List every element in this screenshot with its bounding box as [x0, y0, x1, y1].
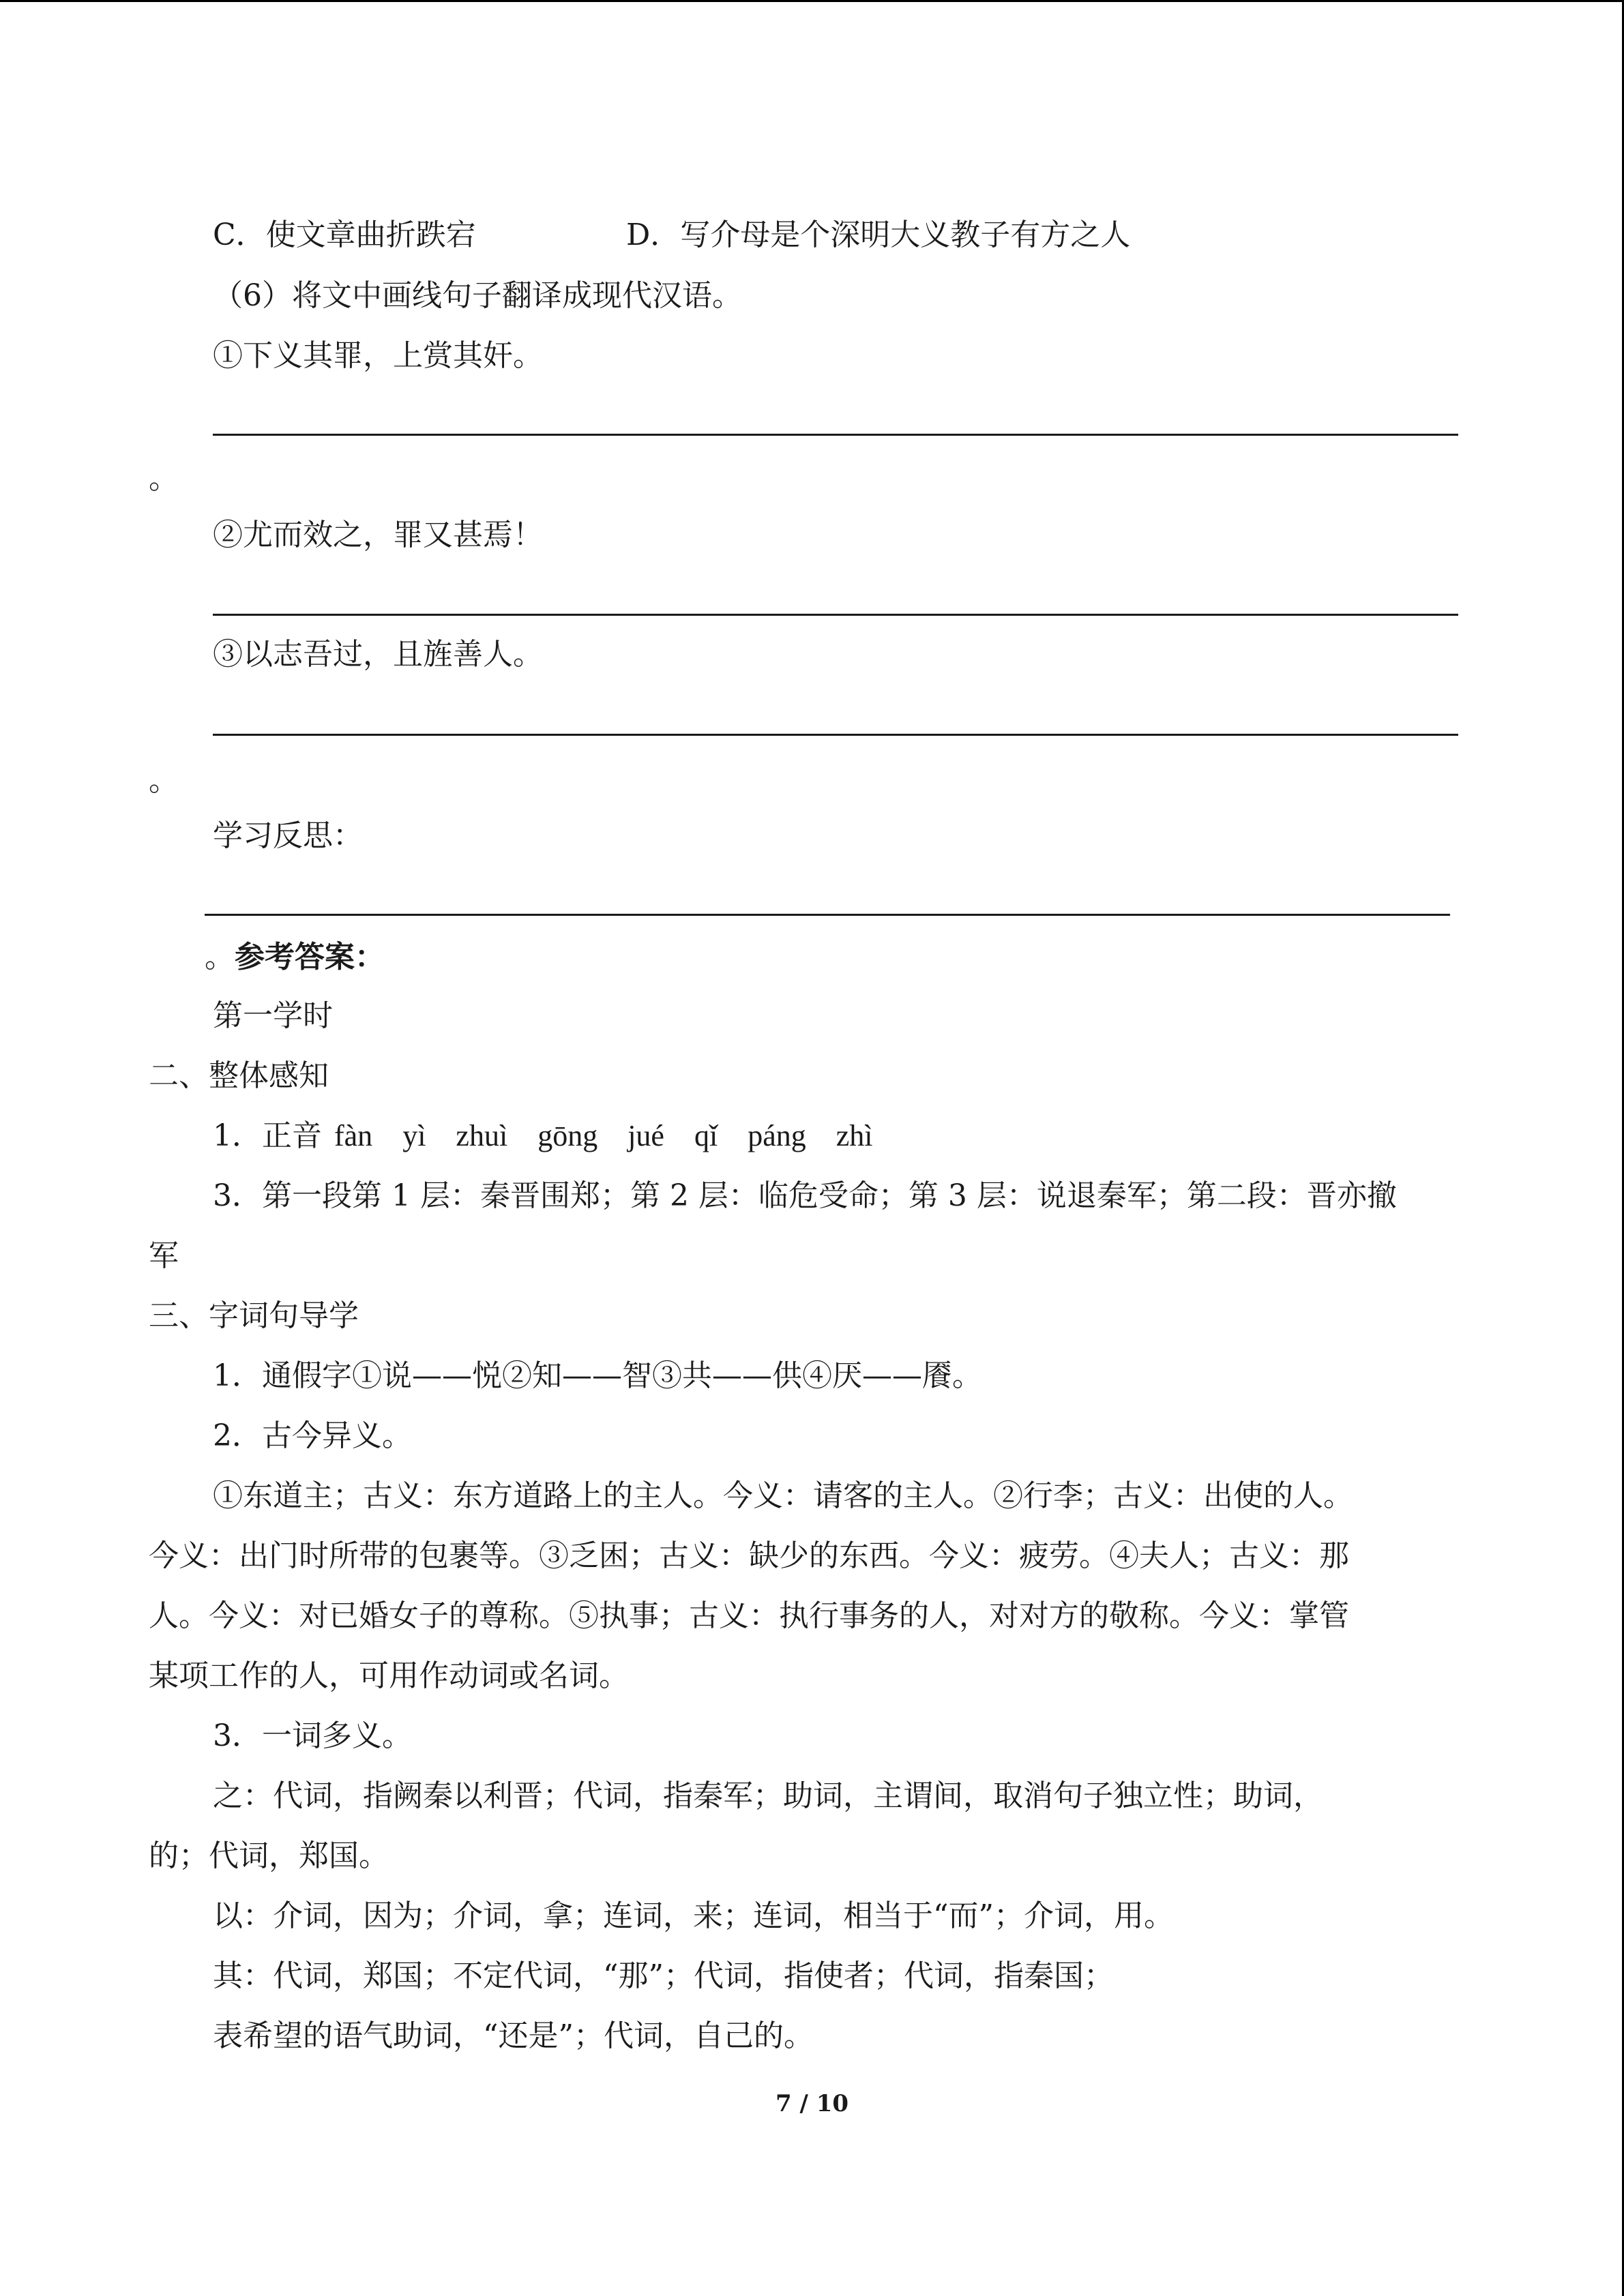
pinyin-item: zhuì	[456, 1119, 508, 1152]
answers-heading-row	[205, 937, 385, 978]
answer-line-1	[213, 434, 1458, 436]
gujin-line2: 今义：出门时所带的包裹等。③乏困；古义：缺少的东西。今义：疲劳。④夫人；古义：那	[149, 1538, 1349, 1573]
pinyin-item: gōng	[537, 1119, 598, 1152]
page-number: 7 / 10	[775, 2090, 849, 2117]
yi-line: 以：介词，因为；介词，拿；连词，来；连词，相当于“而”；介词，用。	[213, 1898, 1174, 1933]
pinyin-item: zhì	[836, 1119, 873, 1152]
zhi-line1: 之：代词，指阙秦以利晋；代词，指秦军；助词，主谓间，取消句子独立性；助词，	[213, 1778, 1323, 1813]
pinyin-item: jué	[628, 1119, 664, 1152]
section-3-title: 三、字词句导学	[149, 1298, 359, 1333]
option-d: D．写介母是个深明大义教子有方之人	[626, 218, 1131, 252]
pinyin-item: páng	[748, 1119, 806, 1152]
first-period-title: 第一学时	[213, 998, 333, 1033]
sentence-3: ③以志吾过，且旌善人。	[213, 637, 543, 672]
gujin-line3: 人。今义：对已婚女子的尊称。⑤执事；古义：执行事务的人，对对方的敬称。今义：掌管	[149, 1598, 1349, 1633]
gujin-line1: ①东道主；古义：东方道路上的主人。今义：请客的主人。②行李；古义：出使的人。	[213, 1478, 1353, 1513]
pinyin-item: fàn	[334, 1119, 373, 1152]
structure-answer-line2: 军	[149, 1238, 179, 1273]
answers-heading: 参考答案：	[235, 940, 385, 974]
pinyin-row	[213, 1116, 902, 1157]
section-2-title: 二、整体感知	[149, 1058, 329, 1093]
structure-answer-line1: 3．第一段第 1 层：秦晋围郑；第 2 层：临危受命；第 3 层：说退秦军；第二段：晋亦撤	[213, 1178, 1397, 1213]
sentence-2: ②尤而效之，罪又甚焉！	[213, 518, 543, 552]
duoyi-title: 3．一词多义。	[213, 1718, 412, 1753]
period-mark-1: 。	[149, 461, 179, 496]
pinyin-label: 1．正音	[213, 1118, 322, 1153]
qi-line2: 表希望的语气助词，“还是”；代词，自己的。	[213, 2018, 814, 2053]
answer-line-2	[213, 614, 1458, 616]
question-6-title: （6）将文中画线句子翻译成现代汉语。	[213, 278, 742, 313]
tongjia-answer: 1．通假字①说——悦②知——智③共——供④厌——餍。	[213, 1358, 982, 1393]
qi-line1: 其：代词，郑国；不定代词，“那”；代词，指使者；代词，指秦国；	[213, 1958, 1114, 1993]
gujin-title: 2．古今异义。	[213, 1418, 412, 1453]
reflection-line	[205, 914, 1450, 916]
sentence-1: ①下义其罪，上赏其奸。	[213, 338, 543, 373]
period-mark-3: 。	[205, 940, 235, 974]
answer-line-3	[213, 734, 1458, 736]
pinyin-item: qǐ	[694, 1119, 718, 1152]
zhi-line2: 的；代词，郑国。	[149, 1838, 389, 1873]
reflection-label: 学习反思：	[213, 818, 363, 853]
option-c: C．使文章曲折跌宕	[213, 218, 476, 252]
gujin-line4: 某项工作的人，可用作动词或名词。	[149, 1658, 629, 1693]
page-frame-top	[0, 0, 1624, 2]
pinyin-item: yì	[402, 1119, 426, 1152]
period-mark-2: 。	[149, 763, 179, 798]
